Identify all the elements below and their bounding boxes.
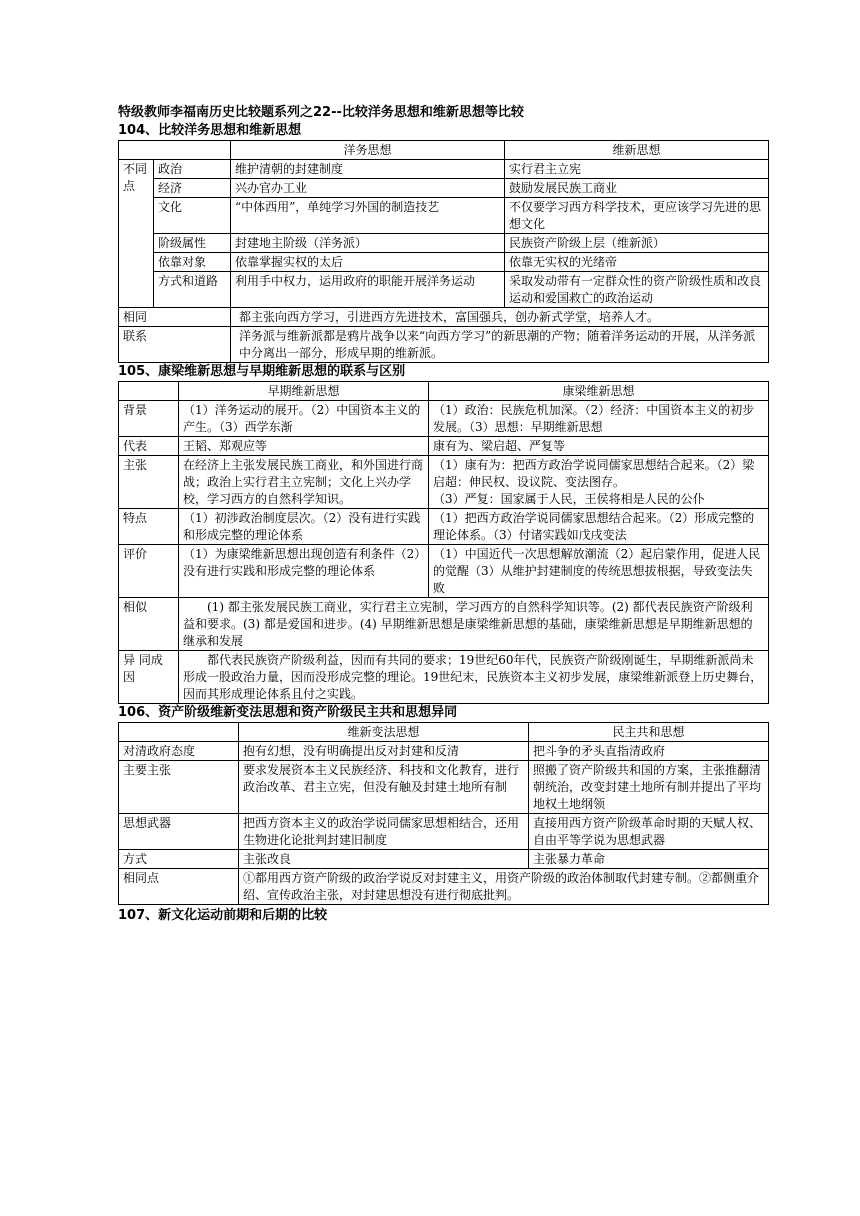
row-label: 评价 xyxy=(119,545,179,598)
table-cell: 民族资产阶级上层（维新派） xyxy=(505,234,769,253)
row-group-label: 不同点 xyxy=(119,160,154,308)
row-label: 方式 xyxy=(119,850,239,869)
table-cell: （1）把西方政治学说同儒家思想结合起来。（2）形成完整的理论体系。（3）付诸实践如戊戌变法 xyxy=(429,509,769,545)
row-label: 相似 xyxy=(119,598,179,651)
table-cell: 实行君主立宪 xyxy=(505,160,769,179)
table-row xyxy=(119,308,769,327)
row-label: 经济 xyxy=(154,179,231,198)
table-cell: （1）中国近代一次思想解放潮流（2）起启蒙作用，促进人民的觉醒（3）从维护封建制度的传统思想拔根据，导致变法失败 xyxy=(429,545,769,598)
table-cell: （1）初涉政治制度层次。（2）没有进行实践和形成完整的理论体系 xyxy=(179,509,429,545)
table-cell: “中体西用”，单纯学习外国的制造技艺 xyxy=(231,198,505,234)
table-row xyxy=(119,651,769,704)
row-label: 方式和道路 xyxy=(154,272,231,308)
row-label: 阶级属性 xyxy=(154,234,231,253)
table-cell: 照搬了资产阶级共和国的方案，主张推翻清朝统治，改变封建土地所有制并提出了平均地权土地纲领 xyxy=(529,761,769,814)
column-header: 维新思想 xyxy=(505,141,769,160)
table-cell: 都主张向西方学习，引进西方先进技术，富国强兵，创办新式学堂，培养人才。 xyxy=(231,308,769,327)
row-label: 对清政府态度 xyxy=(119,742,239,761)
header-blank-cell xyxy=(119,723,239,742)
table-cell: 鼓励发展民族工商业 xyxy=(505,179,769,198)
table-cell: 封建地主阶级（洋务派） xyxy=(231,234,505,253)
table-106 xyxy=(118,722,769,905)
table-row xyxy=(119,850,769,869)
row-label: 相同点 xyxy=(119,869,239,905)
section-106-heading: 106、资产阶级维新变法思想和资产阶级民主共和思想异同 xyxy=(118,705,458,720)
column-header: 维新变法思想 xyxy=(239,723,529,742)
table-row xyxy=(119,253,769,272)
table-row xyxy=(119,437,769,456)
table-row xyxy=(119,234,769,253)
table-cell: 依靠掌握实权的太后 xyxy=(231,253,505,272)
row-label: 依靠对象 xyxy=(154,253,231,272)
column-header: 洋务思想 xyxy=(231,141,505,160)
table-cell: 把西方资本主义的政治学说同儒家思想相结合，还用生物进化论批判封建旧制度 xyxy=(239,814,529,850)
table-row xyxy=(119,160,769,179)
row-label: 思想武器 xyxy=(119,814,239,850)
table-cell: 直接用西方资产阶级革命时期的天赋人权、自由平等学说为思想武器 xyxy=(529,814,769,850)
table-row xyxy=(119,456,769,509)
table-cell: 抱有幻想，没有明确提出反对封建和反清 xyxy=(239,742,529,761)
table-cell: 洋务派与维新派都是鸦片战争以来“向西方学习”的新思潮的产物；随着洋务运动的开展，从洋务派中分离出一部分，形成早期的维新派。 xyxy=(231,327,769,363)
table-cell: 康有为、梁启超、严复等 xyxy=(429,437,769,456)
table-cell: 不仅要学习西方科学技术，更应该学习先进的思想文化 xyxy=(505,198,769,234)
table-row xyxy=(119,723,769,742)
table-cell: 把斗争的矛头直指清政府 xyxy=(529,742,769,761)
header-blank-cell xyxy=(119,141,231,160)
table-cell xyxy=(429,456,769,509)
table-row xyxy=(119,598,769,651)
table-row xyxy=(119,814,769,850)
table-row xyxy=(119,141,769,160)
table-row xyxy=(119,272,769,308)
column-header: 民主共和思想 xyxy=(529,723,769,742)
header-blank-cell xyxy=(119,382,179,401)
table-cell: ①都用西方资产阶级的政治学说反对封建主义，用资产阶级的政治体制取代封建专制。②都侧重介绍、宣传政治主张，对封建思想没有进行彻底批判。 xyxy=(239,869,769,905)
row-label: 异 同成因 xyxy=(119,651,179,704)
table-cell: （1）政治：民族危机加深。（2）经济：中国资本主义的初步发展。（3）思想：早期维新思想 xyxy=(429,401,769,437)
table-104 xyxy=(118,140,769,363)
row-label: 联系 xyxy=(119,327,231,363)
table-cell: 主张改良 xyxy=(239,850,529,869)
table-row xyxy=(119,761,769,814)
table-cell: 采取发动带有一定群众性的资产阶级性质和改良运动和爱国救亡的政治运动 xyxy=(505,272,769,308)
column-header: 康梁维新思想 xyxy=(429,382,769,401)
table-cell: （1）洋务运动的展开。（2）中国资本主义的产生。（3）西学东渐 xyxy=(179,401,429,437)
row-label: 特点 xyxy=(119,509,179,545)
table-row xyxy=(119,401,769,437)
table-cell: 依靠无实权的光绪帝 xyxy=(505,253,769,272)
table-cell: 都代表民族资产阶级利益，因而有共同的要求；19世纪60年代，民族资产阶级刚诞生，早期维新派尚未形成一股政治力量，因而没形成完整的理论。19世纪末，民族资本主义初步发展，康梁维新派登上历史舞台，因而其形成理论体系且付之实践。 xyxy=(179,651,769,704)
table-cell: 在经济上主张发展民族工商业，和外国进行商战；政治上实行君主立宪制；文化上兴办学校，学习西方的自然科学知识。 xyxy=(179,456,429,509)
row-label: 相同 xyxy=(119,308,231,327)
row-label: 政治 xyxy=(154,160,231,179)
table-row xyxy=(119,869,769,905)
cell-paragraph: （3）严复：国家属于人民，王侯将相是人民的公仆 xyxy=(433,492,705,506)
row-label: 代表 xyxy=(119,437,179,456)
section-104-heading: 104、比较洋务思想和维新思想 xyxy=(118,123,302,138)
row-label: 背景 xyxy=(119,401,179,437)
table-cell: (1) 都主张发展民族工商业，实行君主立宪制，学习西方的自然科学知识等。(2) 都代表民族资产阶级利益和要求。(3) 都是爱国和进步。(4) 早期维新思想是康梁维新思想的基础，康梁维新思想是早期维新思想的继承和发展 xyxy=(179,598,769,651)
table-row xyxy=(119,382,769,401)
table-row xyxy=(119,509,769,545)
table-row xyxy=(119,198,769,234)
table-105 xyxy=(118,381,769,704)
document-title: 特级教师李福南历史比较题系列之22--比较洋务思想和维新思想等比较 xyxy=(118,105,524,120)
table-cell: 要求发展资本主义民族经济、科技和文化教育，进行政治改革、君主立宪，但没有触及封建土地所有制 xyxy=(239,761,529,814)
table-row xyxy=(119,545,769,598)
table-cell: 维护清朝的封建制度 xyxy=(231,160,505,179)
column-header: 早期维新思想 xyxy=(179,382,429,401)
table-cell: 主张暴力革命 xyxy=(529,850,769,869)
table-cell: 王韬、郑观应等 xyxy=(179,437,429,456)
section-107-heading: 107、新文化运动前期和后期的比较 xyxy=(118,908,328,923)
table-cell: （1）为康梁维新思想出现创造有利条件（2）没有进行实践和形成完整的理论体系 xyxy=(179,545,429,598)
table-row xyxy=(119,327,769,363)
row-label: 主张 xyxy=(119,456,179,509)
section-105-heading: 105、康梁维新思想与早期维新思想的联系与区别 xyxy=(118,364,406,379)
table-cell: 兴办官办工业 xyxy=(231,179,505,198)
document-page xyxy=(118,104,768,925)
cell-paragraph: （1）康有为：把西方政治学说同儒家思想结合起来。（2）梁启超：伸民权、设议院、变法图存。 xyxy=(433,458,755,489)
table-row xyxy=(119,742,769,761)
table-row xyxy=(119,179,769,198)
row-label: 文化 xyxy=(154,198,231,234)
table-cell: 利用手中权力，运用政府的职能开展洋务运动 xyxy=(231,272,505,308)
row-label: 主要主张 xyxy=(119,761,239,814)
